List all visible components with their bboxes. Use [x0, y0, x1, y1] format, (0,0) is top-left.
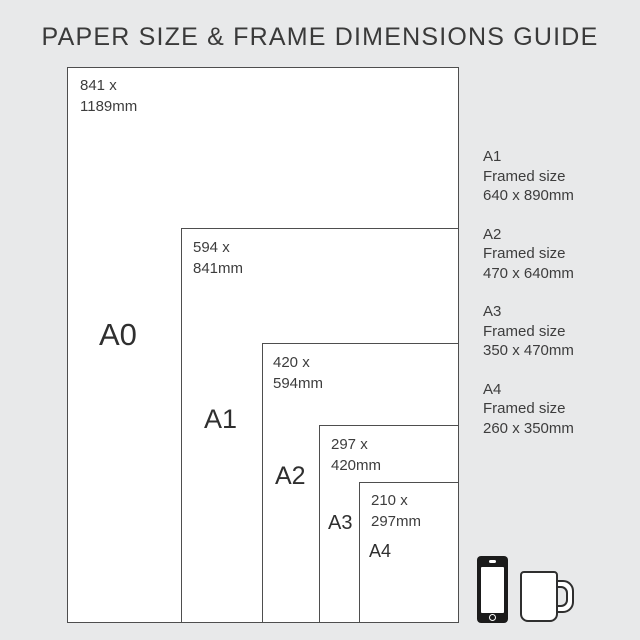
page-title: PAPER SIZE & FRAME DIMENSIONS GUIDE	[41, 23, 599, 51]
dims-line: 297 x	[331, 436, 368, 453]
paper-dims-a2	[273, 352, 323, 394]
mug-icon	[520, 571, 558, 622]
legend-entry-a4	[483, 380, 574, 439]
legend-framed-size-value: 470 x 640mm	[483, 264, 574, 282]
dims-line: 1189mm	[80, 98, 138, 115]
paper-label-a2: A2	[275, 462, 306, 490]
paper-dims-a4	[371, 490, 421, 532]
dims-line: 297mm	[371, 513, 422, 530]
legend-framed-size-value: 640 x 890mm	[483, 187, 574, 204]
dims-line: 210 x	[371, 492, 408, 509]
dims-line: 420mm	[331, 457, 382, 474]
dims-line: 420 x	[273, 354, 310, 371]
phone-speaker	[489, 560, 496, 563]
legend-label: A1	[483, 148, 502, 165]
legend-framed-size-value: 260 x 350mm	[483, 419, 574, 437]
paper-label-a3: A3	[328, 512, 353, 534]
legend-framed-size-text: Framed size	[483, 322, 566, 340]
paper-dims-a3	[331, 434, 381, 476]
dims-line: 841mm	[193, 260, 244, 277]
legend-entry-a3	[483, 302, 574, 361]
legend-framed-size-text: Framed size	[483, 245, 566, 262]
smartphone-icon	[477, 556, 508, 623]
phone-screen	[481, 567, 504, 613]
framed-size-legend	[483, 147, 574, 457]
paper-label-a4: A4	[369, 541, 392, 561]
paper-dims-a0	[80, 75, 137, 117]
dims-line: 594 x	[193, 239, 230, 256]
phone-home-button	[489, 614, 496, 621]
legend-label: A3	[483, 303, 502, 320]
legend-entry-a1	[483, 147, 574, 206]
legend-entry-a2	[483, 225, 574, 284]
legend-label: A2	[483, 225, 502, 243]
paper-dims-a1	[193, 237, 243, 279]
paper-label-a0: A0	[99, 317, 137, 352]
legend-framed-size-value: 350 x 470mm	[483, 342, 574, 359]
legend-framed-size-text: Framed size	[483, 400, 566, 417]
dims-line: 841 x	[80, 77, 117, 94]
paper-label-a1: A1	[204, 404, 238, 434]
legend-framed-size-text: Framed size	[483, 167, 566, 185]
dims-line: 594mm	[273, 375, 324, 392]
legend-label: A4	[483, 380, 502, 398]
